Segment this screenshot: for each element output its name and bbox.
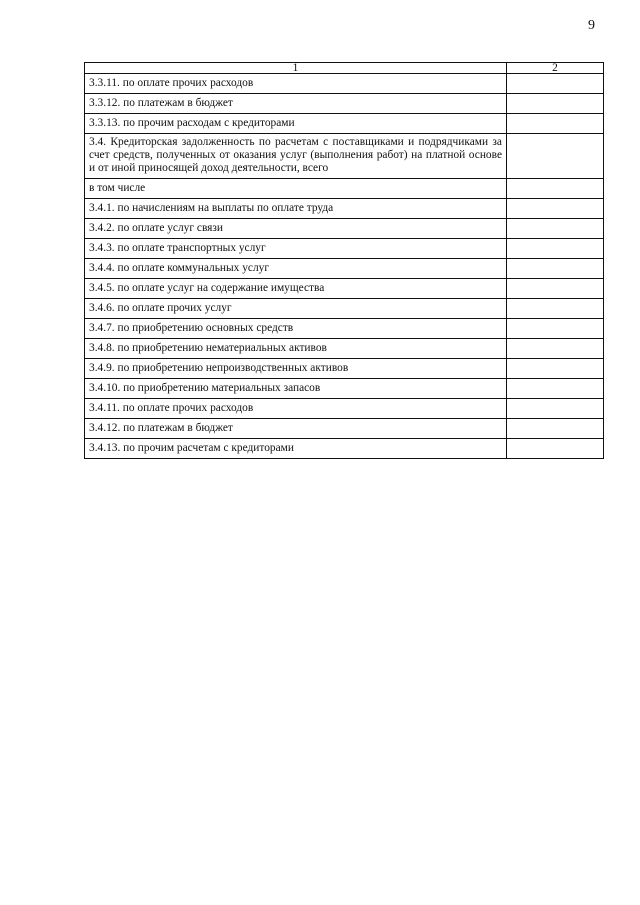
header-row — [85, 63, 604, 74]
table-row — [85, 398, 604, 418]
table-body — [85, 74, 604, 459]
table-row — [85, 298, 604, 318]
row-value-cell — [507, 438, 604, 458]
row-label: 3.4.2. по оплате услуг связи — [85, 218, 507, 238]
row-value-cell — [507, 238, 604, 258]
row-label: 3.4.1. по начислениям на выплаты по оплате труда — [85, 198, 507, 218]
table-row — [85, 74, 604, 94]
row-value-cell — [507, 378, 604, 398]
row-label: 3.4.4. по оплате коммунальных услуг — [85, 258, 507, 278]
row-value-cell — [507, 198, 604, 218]
table-row — [85, 318, 604, 338]
table-row — [85, 198, 604, 218]
row-label: 3.4.6. по оплате прочих услуг — [85, 298, 507, 318]
row-value-cell — [507, 398, 604, 418]
table-row — [85, 378, 604, 398]
column-header-2: 2 — [507, 63, 604, 74]
row-label: 3.4.10. по приобретению материальных запасов — [85, 378, 507, 398]
table-row — [85, 218, 604, 238]
row-label: 3.4.8. по приобретению нематериальных активов — [85, 338, 507, 358]
row-label: 3.3.13. по прочим расходам с кредиторами — [85, 114, 507, 134]
row-value-cell — [507, 298, 604, 318]
table-row — [85, 278, 604, 298]
column-header-1: 1 — [85, 63, 507, 74]
row-value-cell — [507, 218, 604, 238]
table-row — [85, 258, 604, 278]
row-label: в том числе — [85, 178, 507, 198]
row-label: 3.4.7. по приобретению основных средств — [85, 318, 507, 338]
row-value-cell — [507, 318, 604, 338]
table-row — [85, 114, 604, 134]
table-row — [85, 418, 604, 438]
row-value-cell — [507, 94, 604, 114]
table-header — [85, 63, 604, 74]
table-row — [85, 358, 604, 378]
table-row — [85, 338, 604, 358]
row-label: 3.4.3. по оплате транспортных услуг — [85, 238, 507, 258]
row-label: 3.4.5. по оплате услуг на содержание имущества — [85, 278, 507, 298]
row-value-cell — [507, 278, 604, 298]
row-value-cell — [507, 258, 604, 278]
table-row — [85, 238, 604, 258]
row-label: 3.4.13. по прочим расчетам с кредиторами — [85, 438, 507, 458]
row-label: 3.4.12. по платежам в бюджет — [85, 418, 507, 438]
table-row — [85, 438, 604, 458]
row-value-cell — [507, 338, 604, 358]
row-value-cell — [507, 114, 604, 134]
page-number: 9 — [588, 18, 595, 33]
row-value-cell — [507, 178, 604, 198]
table-row — [85, 178, 604, 198]
row-value-cell — [507, 134, 604, 179]
table-row — [85, 134, 604, 179]
row-label: 3.3.11. по оплате прочих расходов — [85, 74, 507, 94]
row-value-cell — [507, 74, 604, 94]
row-value-cell — [507, 418, 604, 438]
table-row — [85, 94, 604, 114]
report-table — [84, 62, 604, 459]
row-label: 3.4.9. по приобретению непроизводственных активов — [85, 358, 507, 378]
row-label: 3.4.11. по оплате прочих расходов — [85, 398, 507, 418]
row-label: 3.3.12. по платежам в бюджет — [85, 94, 507, 114]
row-value-cell — [507, 358, 604, 378]
row-label: 3.4. Кредиторская задолженность по расчетам с поставщиками и подрядчиками за счет средств, полученных от оказания услуг (выполнения работ) на платной основе и от иной приносящей доход деятельности, всего — [85, 134, 507, 179]
